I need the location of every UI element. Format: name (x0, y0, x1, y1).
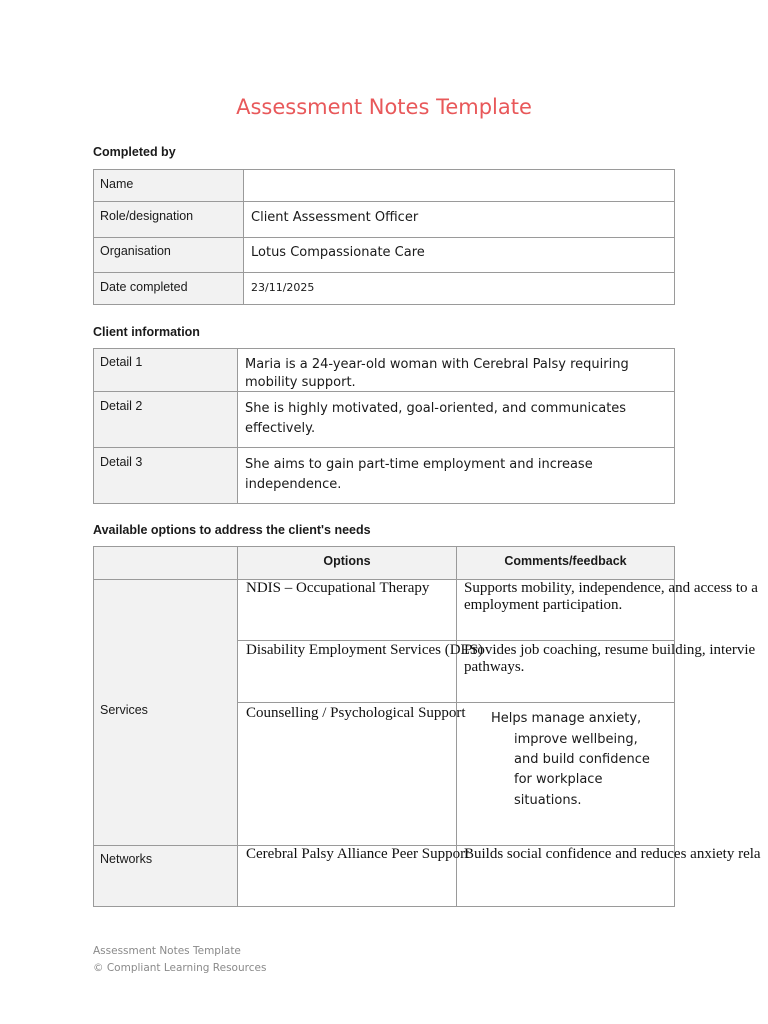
detail-2-line-1: She is highly motivated, goal-oriented, and communicates (245, 401, 627, 416)
services-label: Services (100, 703, 148, 717)
options-column-header: Options (323, 554, 371, 568)
detail-2-line-2: effectively. (245, 421, 316, 436)
detail-1-line-1: Maria is a 24-year-old woman with Cerebral Palsy requiring (245, 357, 629, 372)
detail-1-label: Detail 1 (100, 355, 143, 369)
comment-line: Helps manage anxiety, (491, 711, 642, 726)
comment-line: Builds social confidence and reduces anxiety rela (464, 846, 761, 862)
footer-title: Assessment Notes Template (93, 945, 241, 957)
comment-line: situations. (514, 793, 582, 808)
table-header-cell (93, 546, 238, 580)
comment-line: and build confidence (514, 752, 650, 767)
comment-line: Supports mobility, independence, and access to a (464, 580, 758, 596)
detail-3-label: Detail 3 (100, 455, 143, 469)
comment-line: improve wellbeing, (514, 732, 638, 747)
detail-2-label: Detail 2 (100, 399, 143, 413)
option-text: Counselling / Psychological Support (246, 705, 466, 721)
comment-line: employment participation. (464, 597, 623, 613)
comment-line: pathways. (464, 659, 525, 675)
footer-copyright: © Compliant Learning Resources (93, 962, 267, 974)
detail-3-line-1: She aims to gain part-time employment and increase (245, 457, 593, 472)
name-value-cell[interactable] (243, 169, 675, 202)
organisation-label: Organisation (100, 244, 171, 258)
option-text: NDIS – Occupational Therapy (246, 580, 430, 596)
comment-line: Provides job coaching, resume building, intervie (464, 642, 756, 658)
comment-line: for workplace (514, 772, 603, 787)
date-label: Date completed (100, 280, 188, 294)
detail-1-line-2: mobility support. (245, 375, 356, 390)
completed-by-heading: Completed by (93, 145, 176, 159)
detail-3-line-2: independence. (245, 477, 342, 492)
options-heading: Available options to address the client's needs (93, 523, 371, 537)
option-cell[interactable] (237, 702, 457, 846)
organisation-value: Lotus Compassionate Care (251, 245, 425, 260)
name-label: Name (100, 177, 134, 191)
option-text: Disability Employment Services (DES) (246, 642, 484, 658)
date-value: 23/11/2025 (251, 281, 315, 294)
networks-label: Networks (100, 852, 153, 866)
role-label: Role/designation (100, 209, 194, 223)
document-title: Assessment Notes Template (236, 95, 532, 119)
role-value: Client Assessment Officer (251, 210, 419, 225)
comments-column-header: Comments/feedback (504, 554, 627, 568)
option-text: Cerebral Palsy Alliance Peer Support (246, 846, 470, 862)
client-information-heading: Client information (93, 325, 200, 339)
